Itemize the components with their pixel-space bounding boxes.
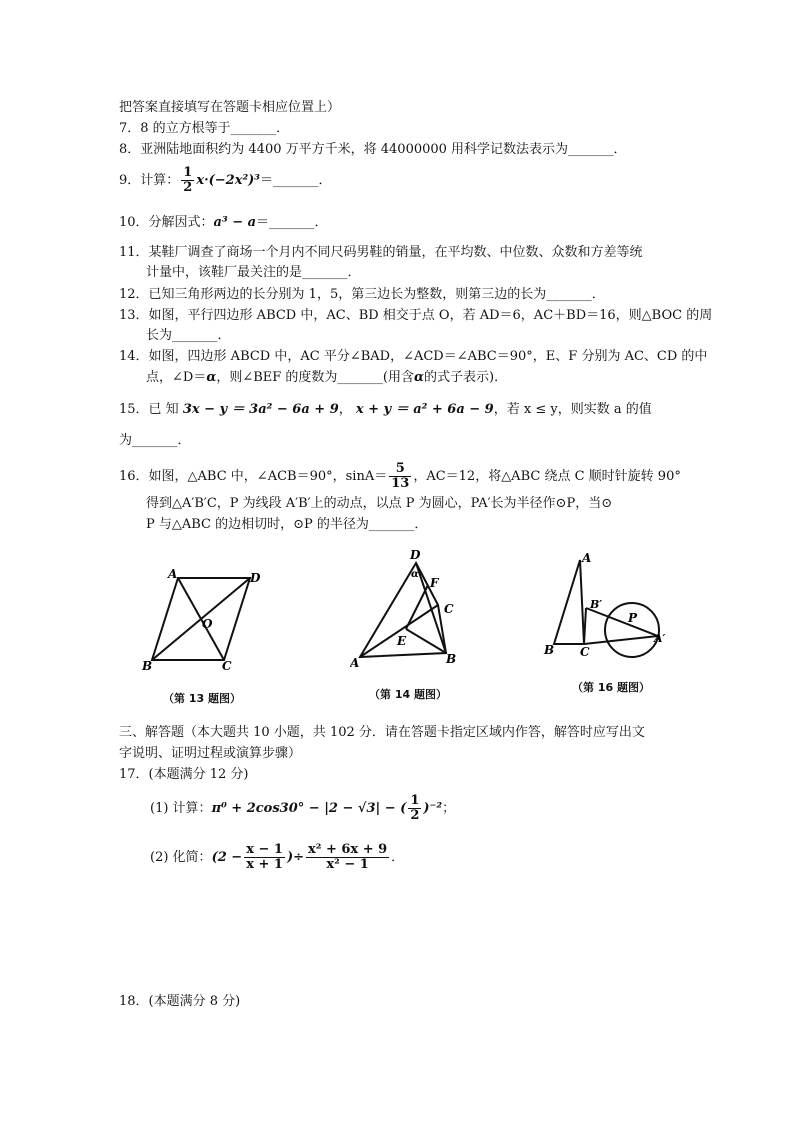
- q9-num: 1: [183, 165, 193, 180]
- q16-fraction: [389, 462, 411, 491]
- f14-label-e: E: [397, 634, 407, 648]
- figure-16-caption: （第 16 题图）: [572, 681, 650, 694]
- q17-p2-fraction2: [306, 843, 389, 872]
- question-18-title: 18．(本题满分 8 分): [119, 994, 241, 1009]
- q17-p2-div: )÷: [286, 850, 304, 865]
- question-7: 7．8 的立方根等于_______．: [119, 121, 290, 136]
- q14-line2a: 点，∠D＝: [146, 370, 207, 385]
- q17-p2-num2: x² + 6x + 9: [307, 842, 388, 857]
- q9-den: 2: [183, 180, 193, 195]
- f13-label-o: O: [202, 617, 213, 631]
- q14-line2b: ，则∠BEF 的度数为_______(用含: [216, 370, 415, 385]
- question-15-line2: 为_______．: [119, 433, 191, 448]
- question-10: [119, 214, 328, 232]
- question-14-line2: [146, 369, 507, 387]
- q15-eq2: x + y ＝ a² + 6a − 9: [355, 402, 494, 417]
- f16-segment-ca: [584, 636, 658, 644]
- q10-prefix: 10．分解因式：: [119, 215, 214, 230]
- question-12: 12．已知三角形两边的长分别为 1，5，第三边长为整数，则第三边的长为_______．: [119, 287, 605, 302]
- question-17-part2: [150, 843, 404, 872]
- question-8: 8．亚洲陆地面积约为 4400 万平方千米，将 44000000 用科学记数法表示为_______．: [119, 142, 627, 157]
- q17-p1-fraction: [408, 794, 421, 823]
- question-15-line1: [119, 401, 652, 419]
- q9-fraction: [181, 166, 194, 195]
- question-11-line2: 计量中，该鞋厂最关注的是_______．: [146, 265, 361, 280]
- q16-den: 13: [391, 476, 410, 491]
- question-9: [119, 166, 332, 195]
- f16-label-aprime: A′: [654, 632, 666, 645]
- f14-label-alpha: α: [411, 569, 419, 580]
- q9-expr: x·(−2x²)³: [196, 173, 260, 188]
- q15-prefix: 15．已 知: [119, 402, 179, 417]
- q16-rest: ，AC＝12，将△ABC 绕点 C 顺时针旋转 90°: [413, 469, 681, 484]
- q15-sep: ，: [338, 402, 352, 417]
- f16-segment-bpa: [586, 608, 658, 636]
- f13-label-c: C: [222, 659, 232, 673]
- f16-label-p: P: [628, 611, 638, 625]
- q17-p2-den1: x + 1: [246, 857, 283, 872]
- q17-p1-end: ；: [442, 801, 456, 816]
- figure-16: [540, 550, 680, 666]
- f13-label-d: D: [250, 571, 261, 585]
- q17-p1-prefix: (1) 计算：: [150, 801, 212, 816]
- figure-14: [350, 547, 470, 671]
- q14-alpha-2: α: [414, 370, 425, 385]
- f14-label-f: F: [430, 576, 439, 590]
- q17-p1-num: 1: [410, 793, 420, 808]
- f14-label-c: C: [444, 602, 454, 616]
- q10-expr: a³ − a: [213, 215, 257, 230]
- question-16-line3: P 与△ABC 的边相切时，⊙P 的半径为_______．: [146, 517, 428, 532]
- q17-p1-den: 2: [410, 808, 420, 823]
- intro-text: 把答案直接填写在答题卡相应位置上）: [119, 100, 341, 115]
- section-3-line2: 字说明、证明过程或演算步骤）: [119, 746, 302, 761]
- f14-label-d: D: [410, 548, 421, 562]
- f14-label-b: B: [446, 652, 457, 666]
- figure-13: [138, 566, 268, 676]
- f14-segment-ef: [406, 585, 428, 629]
- q17-p2-num1: x − 1: [246, 842, 283, 857]
- question-14-line1: 14．如图，四边形 ABCD 中，AC 平分∠BAD，∠ACD＝∠ABC＝90°，E、F 分别为 AC、CD 的中: [119, 349, 708, 364]
- f13-diagonal-bd: [152, 578, 250, 660]
- q16-prefix: 16．如图，△ABC 中，∠ACB＝90°，sinA＝: [119, 469, 388, 484]
- q9-suffix: ＝_______．: [259, 173, 332, 188]
- f16-label-b: B: [544, 643, 555, 657]
- q14-line2c: 的式子表示)．: [424, 370, 508, 385]
- q14-alpha: α: [206, 370, 217, 385]
- q17-p1-expr: π⁰ + 2cos30° − |2 − √3| − (: [211, 801, 407, 816]
- question-13-line1: 13．如图，平行四边形 ABCD 中，AC、BD 相交于点 O，若 AD＝6，AC＋BD＝16，则△BOC 的周: [119, 308, 713, 323]
- f16-label-bprime: B′: [590, 598, 603, 611]
- q15-mid: ，若 x ≤ y，则实数 a 的值: [493, 402, 652, 417]
- question-13-line2: 长为_______．: [146, 328, 231, 343]
- question-17-title: 17．(本题满分 12 分): [119, 767, 249, 782]
- q17-p2-open: (2 −: [211, 850, 243, 865]
- figure-13-caption: （第 13 题图）: [163, 692, 241, 705]
- question-17-part1: [150, 794, 455, 823]
- section-3-line1: 三、解答题（本大题共 10 小题，共 102 分．请在答题卡指定区域内作答，解答时应写出文: [119, 725, 645, 740]
- f13-label-a: A: [168, 567, 178, 581]
- f16-segment-cb: [584, 608, 586, 644]
- q17-p1-tail: )⁻²: [423, 801, 443, 816]
- question-16-line1: [119, 462, 681, 491]
- q17-p2-den2: x² − 1: [326, 857, 369, 872]
- f16-label-c: C: [580, 645, 590, 659]
- q10-suffix: ＝_______．: [256, 215, 328, 230]
- figure-14-caption: （第 14 题图）: [369, 688, 447, 701]
- f16-triangle-abc: [554, 560, 584, 644]
- question-16-line2: 得到△A′B′C，P 为线段 A′B′上的动点，以点 P 为圆心，PA′长为半径作⊙P，当⊙: [146, 496, 613, 511]
- f16-label-a: A: [582, 551, 592, 565]
- q17-p2-end: ．: [391, 850, 405, 865]
- f13-label-b: B: [142, 659, 153, 673]
- f14-diagonal-ac: [360, 605, 438, 657]
- q9-prefix: 9．计算：: [119, 173, 180, 188]
- f14-label-a: A: [350, 656, 360, 670]
- q15-eq1: 3x − y ＝ 3a² − 6a + 9: [182, 402, 339, 417]
- q17-p2-prefix: (2) 化简：: [150, 850, 212, 865]
- q17-p2-fraction1: [244, 843, 285, 872]
- q16-num: 5: [389, 462, 411, 477]
- question-11-line1: 11．某鞋厂调查了商场一个月内不同尺码男鞋的销量，在平均数、中位数、众数和方差等统: [119, 245, 643, 260]
